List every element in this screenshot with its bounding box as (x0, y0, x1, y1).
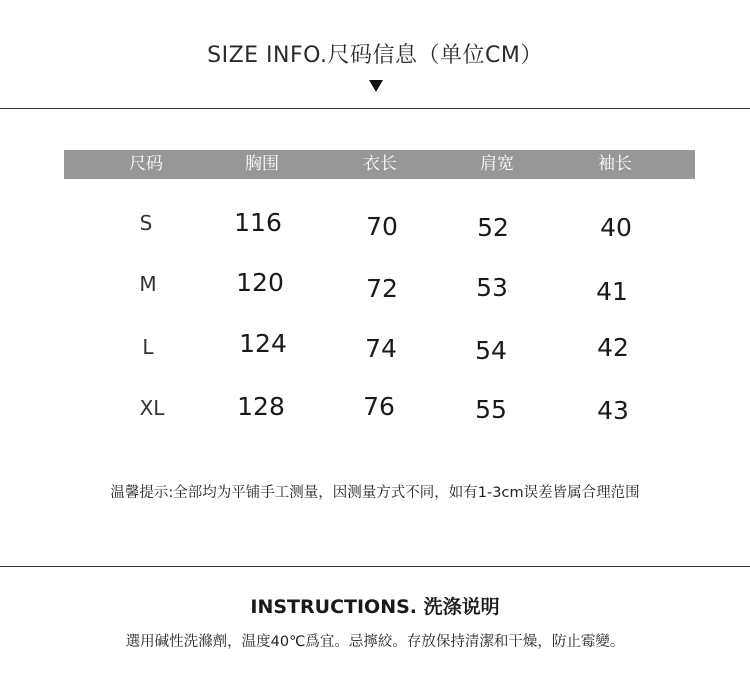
cell-shoulder: 55 (475, 395, 507, 424)
cell-size: M (139, 272, 157, 296)
cell-shoulder: 53 (476, 273, 508, 302)
table-header (64, 150, 695, 179)
cell-sleeve: 42 (597, 333, 629, 362)
cell-length: 72 (366, 274, 398, 303)
table-row (64, 208, 695, 248)
bottom-divider (0, 566, 750, 567)
column-header-chest: 胸围 (245, 154, 279, 174)
top-divider (0, 108, 750, 109)
column-header-size: 尺码 (129, 154, 163, 174)
cell-chest: 124 (239, 329, 287, 358)
column-header-shoulder: 肩宽 (480, 154, 514, 174)
page-title: SIZE INFO.尺码信息（单位CM） (207, 43, 543, 68)
cell-chest: 116 (234, 208, 282, 237)
cell-size: S (139, 211, 153, 235)
table-row (64, 392, 695, 432)
cell-chest: 120 (236, 268, 284, 297)
table-row (64, 269, 695, 309)
cell-sleeve: 40 (600, 213, 632, 242)
measurement-note: 温馨提示:全部均为平铺手工测量，因测量方式不同，如有1-3cm误差皆属合理范围 (110, 485, 640, 501)
cell-chest: 128 (237, 392, 285, 421)
cell-length: 74 (365, 334, 397, 363)
down-arrow-icon (369, 80, 383, 92)
column-header-length: 衣长 (363, 154, 397, 174)
cell-shoulder: 54 (475, 336, 507, 365)
cell-length: 70 (366, 212, 398, 241)
cell-sleeve: 43 (597, 396, 629, 425)
cell-sleeve: 41 (596, 277, 628, 306)
instructions-title: INSTRUCTIONS. 洗涤说明 (250, 596, 500, 618)
cell-size: XL (139, 396, 165, 420)
instructions-text: 選用碱性洗滌劑，温度40℃爲宜。忌擰絞。存放保持清潔和干燥，防止霉變。 (125, 634, 625, 650)
size-table (64, 150, 695, 425)
cell-size: L (142, 335, 154, 359)
column-header-sleeve: 袖长 (598, 154, 632, 174)
table-row (64, 330, 695, 370)
cell-length: 76 (363, 392, 395, 421)
cell-shoulder: 52 (477, 213, 509, 242)
